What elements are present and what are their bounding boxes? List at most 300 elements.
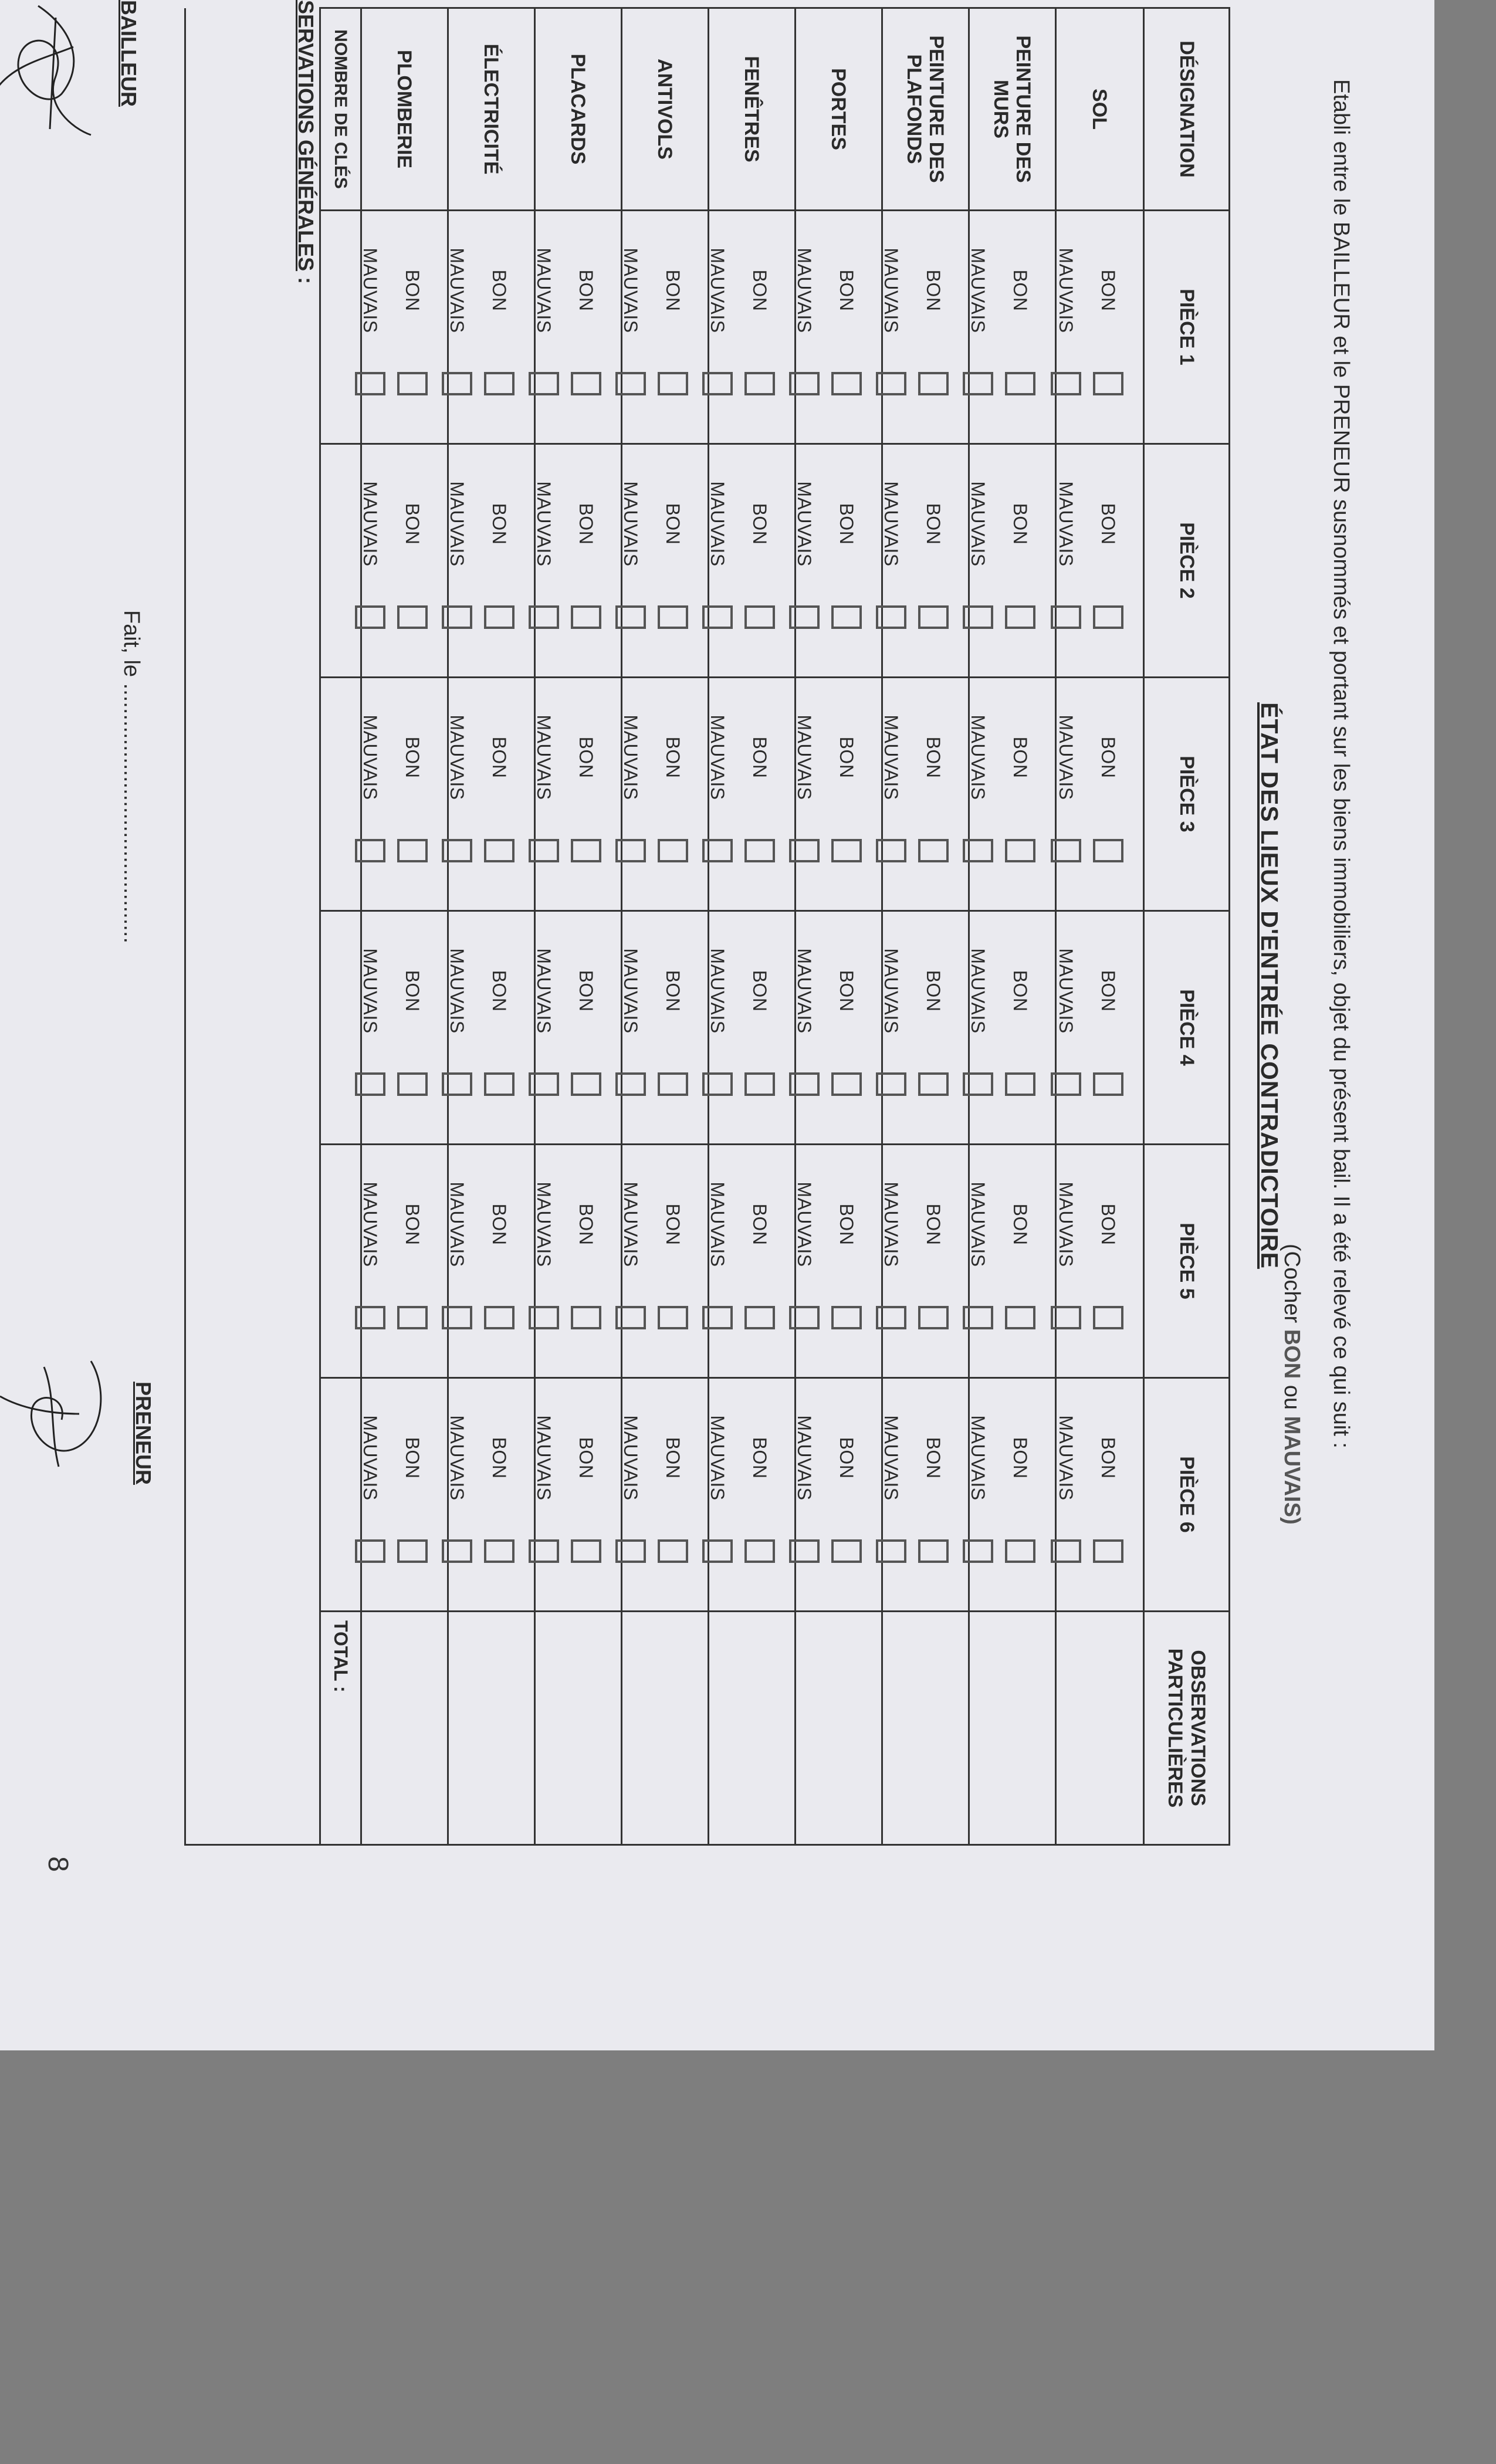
bon-label: BON	[489, 1437, 510, 1479]
mauvais-label: MAUVAIS	[533, 481, 555, 567]
bon-option	[919, 211, 948, 443]
piece-cell	[361, 1145, 448, 1378]
mauvais-option	[356, 678, 385, 910]
piece-cell	[796, 911, 882, 1145]
mauvais-option	[1051, 1379, 1081, 1610]
bon-checkbox[interactable]	[918, 1539, 949, 1563]
bon-option	[1006, 1145, 1035, 1377]
observations-colon: :	[294, 271, 318, 285]
bon-option	[919, 678, 948, 910]
bon-checkbox[interactable]	[918, 1306, 949, 1329]
row-label: PEINTURE DES PLAFONDS	[882, 8, 969, 211]
bon-checkbox[interactable]	[571, 372, 601, 395]
bon-checkbox[interactable]	[1093, 1306, 1123, 1329]
piece-cell	[709, 444, 796, 678]
bon-option	[919, 912, 948, 1143]
bon-checkbox[interactable]	[484, 1539, 515, 1563]
mauvais-label: MAUVAIS	[707, 715, 729, 800]
observations-generales-text: SERVATIONS GÉNÉRALES	[294, 0, 318, 272]
mauvais-label: MAUVAIS	[967, 1415, 989, 1501]
bon-checkbox[interactable]	[1005, 1306, 1035, 1329]
piece-cell	[448, 211, 535, 444]
bon-label: BON	[749, 1437, 771, 1479]
row-label: PORTES	[796, 8, 882, 211]
mauvais-label: MAUVAIS	[881, 715, 902, 800]
bon-checkbox[interactable]	[831, 372, 862, 395]
bon-label: BON	[836, 970, 858, 1012]
bon-label: BON	[923, 970, 945, 1012]
piece-cell	[709, 1145, 796, 1378]
mauvais-label: MAUVAIS	[967, 248, 989, 333]
piece-cell	[361, 444, 448, 678]
bon-option	[398, 445, 427, 676]
bon-option	[485, 1379, 514, 1610]
bon-option	[485, 1145, 514, 1377]
bon-option	[919, 1379, 948, 1610]
bon-option	[1094, 678, 1123, 910]
bon-checkbox[interactable]	[571, 1072, 601, 1096]
mauvais-option	[356, 1145, 385, 1377]
bon-label: BON	[923, 1437, 945, 1479]
mauvais-label: MAUVAIS	[881, 1415, 902, 1501]
bon-option	[658, 912, 688, 1143]
observations-cell[interactable]	[361, 1612, 448, 1845]
bon-checkbox[interactable]	[831, 1072, 862, 1096]
bon-checkbox[interactable]	[918, 1072, 949, 1096]
bon-checkbox[interactable]	[397, 1072, 428, 1096]
mauvais-label: MAUVAIS	[533, 948, 555, 1034]
bon-label: BON	[576, 1203, 597, 1245]
bon-checkbox[interactable]	[571, 1306, 601, 1329]
bon-checkbox[interactable]	[744, 1539, 775, 1563]
mauvais-checkbox[interactable]	[355, 1306, 385, 1329]
mauvais-label: MAUVAIS	[794, 948, 815, 1034]
keys-count-cell[interactable]	[320, 911, 361, 1145]
bon-checkbox[interactable]	[1005, 605, 1035, 629]
piece-cell	[969, 678, 1056, 911]
mauvais-label: MAUVAIS	[794, 248, 815, 333]
keys-label: NOMBRE DE CLÉS	[320, 8, 361, 211]
bon-label: BON	[1010, 736, 1031, 779]
bon-label: BON	[489, 503, 510, 545]
row-label: PEINTURE DES MURS	[969, 8, 1056, 211]
piece-cell	[969, 444, 1056, 678]
piece-cell	[882, 678, 969, 911]
bon-label: BON	[662, 736, 684, 779]
piece-cell	[709, 211, 796, 444]
bon-option	[485, 445, 514, 676]
bon-checkbox[interactable]	[744, 1306, 775, 1329]
header-observations: OBSERVATIONS PARTICULIÈRES	[1144, 1612, 1230, 1845]
bon-option	[658, 678, 688, 910]
piece-cell	[448, 1378, 535, 1612]
observations-cell[interactable]	[882, 1612, 969, 1845]
piece-cell	[622, 1145, 709, 1378]
keys-count-cell[interactable]	[320, 1378, 361, 1612]
bon-label: BON	[1010, 503, 1031, 545]
piece-cell	[709, 678, 796, 911]
mauvais-label: MAUVAIS	[533, 1415, 555, 1501]
piece-cell	[796, 1378, 882, 1612]
mauvais-label: MAUVAIS	[620, 948, 642, 1034]
bon-option	[1094, 1145, 1123, 1377]
piece-cell	[1056, 1378, 1144, 1612]
piece-cell	[1056, 911, 1144, 1145]
table-row	[709, 8, 796, 1845]
bon-label: BON	[923, 1203, 945, 1245]
piece-cell	[882, 211, 969, 444]
bon-label: BON	[489, 970, 510, 1012]
observations-cell[interactable]	[448, 1612, 535, 1845]
bon-checkbox[interactable]	[397, 1539, 428, 1563]
bon-checkbox[interactable]	[918, 605, 949, 629]
mauvais-label: MAUVAIS	[707, 481, 729, 567]
mauvais-label: MAUVAIS	[360, 248, 381, 333]
keys-count-cell[interactable]	[320, 678, 361, 911]
row-label: SOL	[1056, 8, 1144, 211]
piece-cell	[1056, 211, 1144, 444]
row-label: ANTIVOLS	[622, 8, 709, 211]
mauvais-label: MAUVAIS	[707, 1182, 729, 1267]
piece-cell	[882, 1145, 969, 1378]
bon-label: BON	[402, 503, 424, 545]
bon-checkbox[interactable]	[397, 372, 428, 395]
bon-option	[1094, 211, 1123, 443]
mauvais-label: MAUVAIS	[707, 948, 729, 1034]
bon-option	[571, 445, 601, 676]
keys-count-cell[interactable]	[320, 444, 361, 678]
mauvais-label: MAUVAIS	[620, 1415, 642, 1501]
bon-label: BON	[836, 269, 858, 312]
bon-checkbox[interactable]	[484, 1072, 515, 1096]
bon-checkbox[interactable]	[1093, 372, 1123, 395]
bon-option	[485, 211, 514, 443]
keys-count-cell[interactable]	[320, 211, 361, 444]
mauvais-label: MAUVAIS	[533, 1182, 555, 1267]
mauvais-label: MAUVAIS	[1055, 248, 1077, 333]
bon-checkbox[interactable]	[484, 1306, 515, 1329]
mauvais-label: MAUVAIS	[881, 948, 902, 1034]
page-number: 8	[42, 1856, 73, 1872]
piece-cell	[1056, 444, 1144, 678]
bon-option	[398, 678, 427, 910]
bon-checkbox[interactable]	[1093, 1072, 1123, 1096]
piece-cell	[796, 444, 882, 678]
bon-option	[398, 1379, 427, 1610]
bon-checkbox[interactable]	[571, 839, 601, 862]
bon-option	[1006, 912, 1035, 1143]
piece-cell	[622, 911, 709, 1145]
mauvais-label: MAUVAIS	[967, 715, 989, 800]
row-label: PLACARDS	[535, 8, 622, 211]
bon-checkbox[interactable]	[658, 372, 688, 395]
piece-cell	[969, 911, 1056, 1145]
piece-cell	[882, 1378, 969, 1612]
mauvais-label: MAUVAIS	[446, 715, 468, 800]
bon-option	[1094, 1379, 1123, 1610]
bon-option	[745, 1379, 774, 1610]
bon-checkbox[interactable]	[484, 839, 515, 862]
bon-option	[571, 211, 601, 443]
piece-cell	[969, 211, 1056, 444]
piece-cell	[796, 678, 882, 911]
mauvais-label: MAUVAIS	[794, 1182, 815, 1267]
piece-cell	[535, 211, 622, 444]
bon-label: BON	[836, 736, 858, 779]
piece-cell	[448, 678, 535, 911]
inventory-table	[184, 7, 1230, 1846]
bon-label: BON	[923, 736, 945, 779]
bon-label: BON	[1010, 1203, 1031, 1245]
observations-cell[interactable]	[796, 1612, 882, 1845]
piece-cell	[796, 1145, 882, 1378]
mauvais-label: MAUVAIS	[446, 948, 468, 1034]
mauvais-label: MAUVAIS	[881, 1182, 902, 1267]
bon-option	[1006, 445, 1035, 676]
mauvais-checkbox[interactable]	[355, 1539, 385, 1563]
keys-count-cell[interactable]	[320, 1145, 361, 1378]
intro-text: Etabli entre le BAILLEUR et le PRENEUR susnommés et portant sur les biens immobiliers, objet du présent bail. Il a été relevé ce qui suit :	[1329, 79, 1353, 1448]
bon-option	[745, 1145, 774, 1377]
bon-option	[919, 1145, 948, 1377]
bon-checkbox[interactable]	[658, 605, 688, 629]
bon-label: BON	[402, 1203, 424, 1245]
bon-label: BON	[402, 269, 424, 312]
piece-cell	[535, 1378, 622, 1612]
observations-cell[interactable]	[622, 1612, 709, 1845]
bon-label: BON	[1098, 736, 1119, 779]
observations-cell[interactable]	[535, 1612, 622, 1845]
bon-option	[745, 211, 774, 443]
mauvais-label: MAUVAIS	[620, 248, 642, 333]
observations-cell[interactable]	[969, 1612, 1056, 1845]
mauvais-checkbox[interactable]	[355, 372, 385, 395]
bon-checkbox[interactable]	[658, 1539, 688, 1563]
piece-cell	[969, 1378, 1056, 1612]
table-row	[796, 8, 882, 1845]
bon-label: BON	[576, 736, 597, 779]
bon-option	[832, 1379, 861, 1610]
bon-checkbox[interactable]	[1005, 372, 1035, 395]
header-piece-4: PIÈCE 4	[1144, 911, 1230, 1145]
piece-cell	[796, 211, 882, 444]
bon-option	[398, 211, 427, 443]
mauvais-label: MAUVAIS	[967, 1182, 989, 1267]
bon-label: BON	[1010, 970, 1031, 1012]
total-label: TOTAL :	[320, 1612, 361, 1845]
bon-label: BON	[1098, 269, 1119, 312]
bon-checkbox[interactable]	[658, 1072, 688, 1096]
header-piece-2: PIÈCE 2	[1144, 444, 1230, 678]
piece-cell	[535, 444, 622, 678]
bon-checkbox[interactable]	[918, 372, 949, 395]
bon-label: BON	[1010, 1437, 1031, 1479]
mauvais-label: MAUVAIS	[360, 1182, 381, 1267]
piece-cell	[622, 444, 709, 678]
bon-label: BON	[576, 503, 597, 545]
header-piece-3: PIÈCE 3	[1144, 678, 1230, 911]
bon-option	[485, 912, 514, 1143]
table-row	[622, 8, 709, 1845]
mauvais-label: MAUVAIS	[446, 1415, 468, 1501]
bailleur-signature	[0, 0, 109, 147]
bon-option	[832, 912, 861, 1143]
bon-label: BON	[749, 503, 771, 545]
bon-label: BON	[749, 1203, 771, 1245]
cocher-ou: ou	[1280, 1385, 1304, 1410]
bon-label: BON	[662, 503, 684, 545]
bon-label: BON	[662, 269, 684, 312]
row-label: ÉLECTRICITÉ	[448, 8, 535, 211]
mauvais-option	[1051, 445, 1081, 676]
bon-option	[832, 1145, 861, 1377]
bon-label: BON	[749, 736, 771, 779]
bon-checkbox[interactable]	[397, 1306, 428, 1329]
bon-label: BON	[489, 269, 510, 312]
bon-checkbox[interactable]	[831, 839, 862, 862]
bon-checkbox[interactable]	[1005, 839, 1035, 862]
mauvais-label: MAUVAIS	[446, 1182, 468, 1267]
observations-cell[interactable]	[1056, 1612, 1144, 1845]
bon-checkbox[interactable]	[484, 605, 515, 629]
bon-option	[1006, 1379, 1035, 1610]
table-row	[535, 8, 622, 1845]
bon-option	[745, 445, 774, 676]
bon-option	[571, 912, 601, 1143]
mauvais-checkbox[interactable]	[355, 1072, 385, 1096]
piece-cell	[361, 1378, 448, 1612]
bon-checkbox[interactable]	[1093, 839, 1123, 862]
header-piece-5: PIÈCE 5	[1144, 1145, 1230, 1378]
piece-cell	[882, 911, 969, 1145]
piece-cell	[622, 211, 709, 444]
mauvais-label: MAUVAIS	[707, 1415, 729, 1501]
bon-option	[919, 445, 948, 676]
table-row	[448, 8, 535, 1845]
bon-checkbox[interactable]	[484, 372, 515, 395]
bon-checkbox[interactable]	[744, 1072, 775, 1096]
table-row	[882, 8, 969, 1845]
bon-label: BON	[402, 1437, 424, 1479]
bon-option	[571, 1145, 601, 1377]
bon-checkbox[interactable]	[831, 1539, 862, 1563]
mauvais-label: MAUVAIS	[446, 481, 468, 567]
bon-label: BON	[402, 736, 424, 779]
piece-cell	[448, 444, 535, 678]
bon-checkbox[interactable]	[744, 372, 775, 395]
bon-option	[658, 445, 688, 676]
bon-label: BON	[662, 1203, 684, 1245]
bon-checkbox[interactable]	[571, 605, 601, 629]
bon-label: BON	[1010, 269, 1031, 312]
piece-cell	[361, 211, 448, 444]
bon-checkbox[interactable]	[1093, 1539, 1123, 1563]
cocher-mauvais: MAUVAIS)	[1280, 1416, 1304, 1525]
table-header-row	[1144, 8, 1230, 1845]
mauvais-option	[1051, 211, 1081, 443]
bon-label: BON	[489, 1203, 510, 1245]
bon-label: BON	[576, 269, 597, 312]
mauvais-label: MAUVAIS	[533, 715, 555, 800]
bon-checkbox[interactable]	[658, 1306, 688, 1329]
bon-label: BON	[402, 970, 424, 1012]
bon-checkbox[interactable]	[397, 839, 428, 862]
mauvais-label: MAUVAIS	[360, 1415, 381, 1501]
bon-option	[832, 211, 861, 443]
bon-option	[832, 678, 861, 910]
bon-checkbox[interactable]	[1005, 1539, 1035, 1563]
bon-checkbox[interactable]	[1093, 605, 1123, 629]
mauvais-label: MAUVAIS	[620, 481, 642, 567]
bon-option	[745, 678, 774, 910]
mauvais-label: MAUVAIS	[620, 1182, 642, 1267]
header-piece-6: PIÈCE 6	[1144, 1378, 1230, 1612]
bon-label: BON	[489, 736, 510, 779]
mauvais-option	[356, 912, 385, 1143]
bon-option	[1094, 445, 1123, 676]
mauvais-label: MAUVAIS	[881, 481, 902, 567]
mauvais-label: MAUVAIS	[446, 248, 468, 333]
mauvais-checkbox[interactable]	[355, 839, 385, 862]
mauvais-option	[1051, 912, 1081, 1143]
bon-label: BON	[923, 269, 945, 312]
mauvais-label: MAUVAIS	[533, 248, 555, 333]
bon-option	[1006, 678, 1035, 910]
bon-checkbox[interactable]	[1005, 1072, 1035, 1096]
bon-label: BON	[1098, 1437, 1119, 1479]
bon-checkbox[interactable]	[571, 1539, 601, 1563]
bon-checkbox[interactable]	[918, 839, 949, 862]
bon-checkbox[interactable]	[831, 1306, 862, 1329]
bon-label: BON	[1098, 970, 1119, 1012]
bon-option	[658, 1145, 688, 1377]
mauvais-option	[356, 1379, 385, 1610]
cocher-instruction	[1279, 1244, 1304, 1525]
bon-label: BON	[836, 1437, 858, 1479]
mauvais-label: MAUVAIS	[360, 948, 381, 1034]
mauvais-label: MAUVAIS	[794, 1415, 815, 1501]
mauvais-checkbox[interactable]	[355, 605, 385, 629]
mauvais-option	[1051, 678, 1081, 910]
bon-option	[1006, 211, 1035, 443]
table-row	[361, 8, 448, 1845]
piece-cell	[709, 911, 796, 1145]
bon-label: BON	[662, 1437, 684, 1479]
bon-checkbox[interactable]	[658, 839, 688, 862]
piece-cell	[622, 1378, 709, 1612]
mauvais-label: MAUVAIS	[1055, 948, 1077, 1034]
mauvais-label: MAUVAIS	[620, 715, 642, 800]
piece-cell	[882, 444, 969, 678]
piece-cell	[361, 911, 448, 1145]
bon-checkbox[interactable]	[744, 839, 775, 862]
bon-checkbox[interactable]	[744, 605, 775, 629]
piece-cell	[622, 678, 709, 911]
bon-label: BON	[836, 1203, 858, 1245]
mauvais-label: MAUVAIS	[881, 248, 902, 333]
observations-cell[interactable]	[709, 1612, 796, 1845]
bon-checkbox[interactable]	[397, 605, 428, 629]
mauvais-label: MAUVAIS	[707, 248, 729, 333]
header-designation: DÉSIGNATION	[1144, 8, 1230, 211]
piece-cell	[448, 911, 535, 1145]
bon-label: BON	[1098, 503, 1119, 545]
bon-checkbox[interactable]	[831, 605, 862, 629]
piece-cell	[969, 1145, 1056, 1378]
bon-label: BON	[662, 970, 684, 1012]
bon-label: BON	[749, 970, 771, 1012]
row-label: PLOMBERIE	[361, 8, 448, 211]
